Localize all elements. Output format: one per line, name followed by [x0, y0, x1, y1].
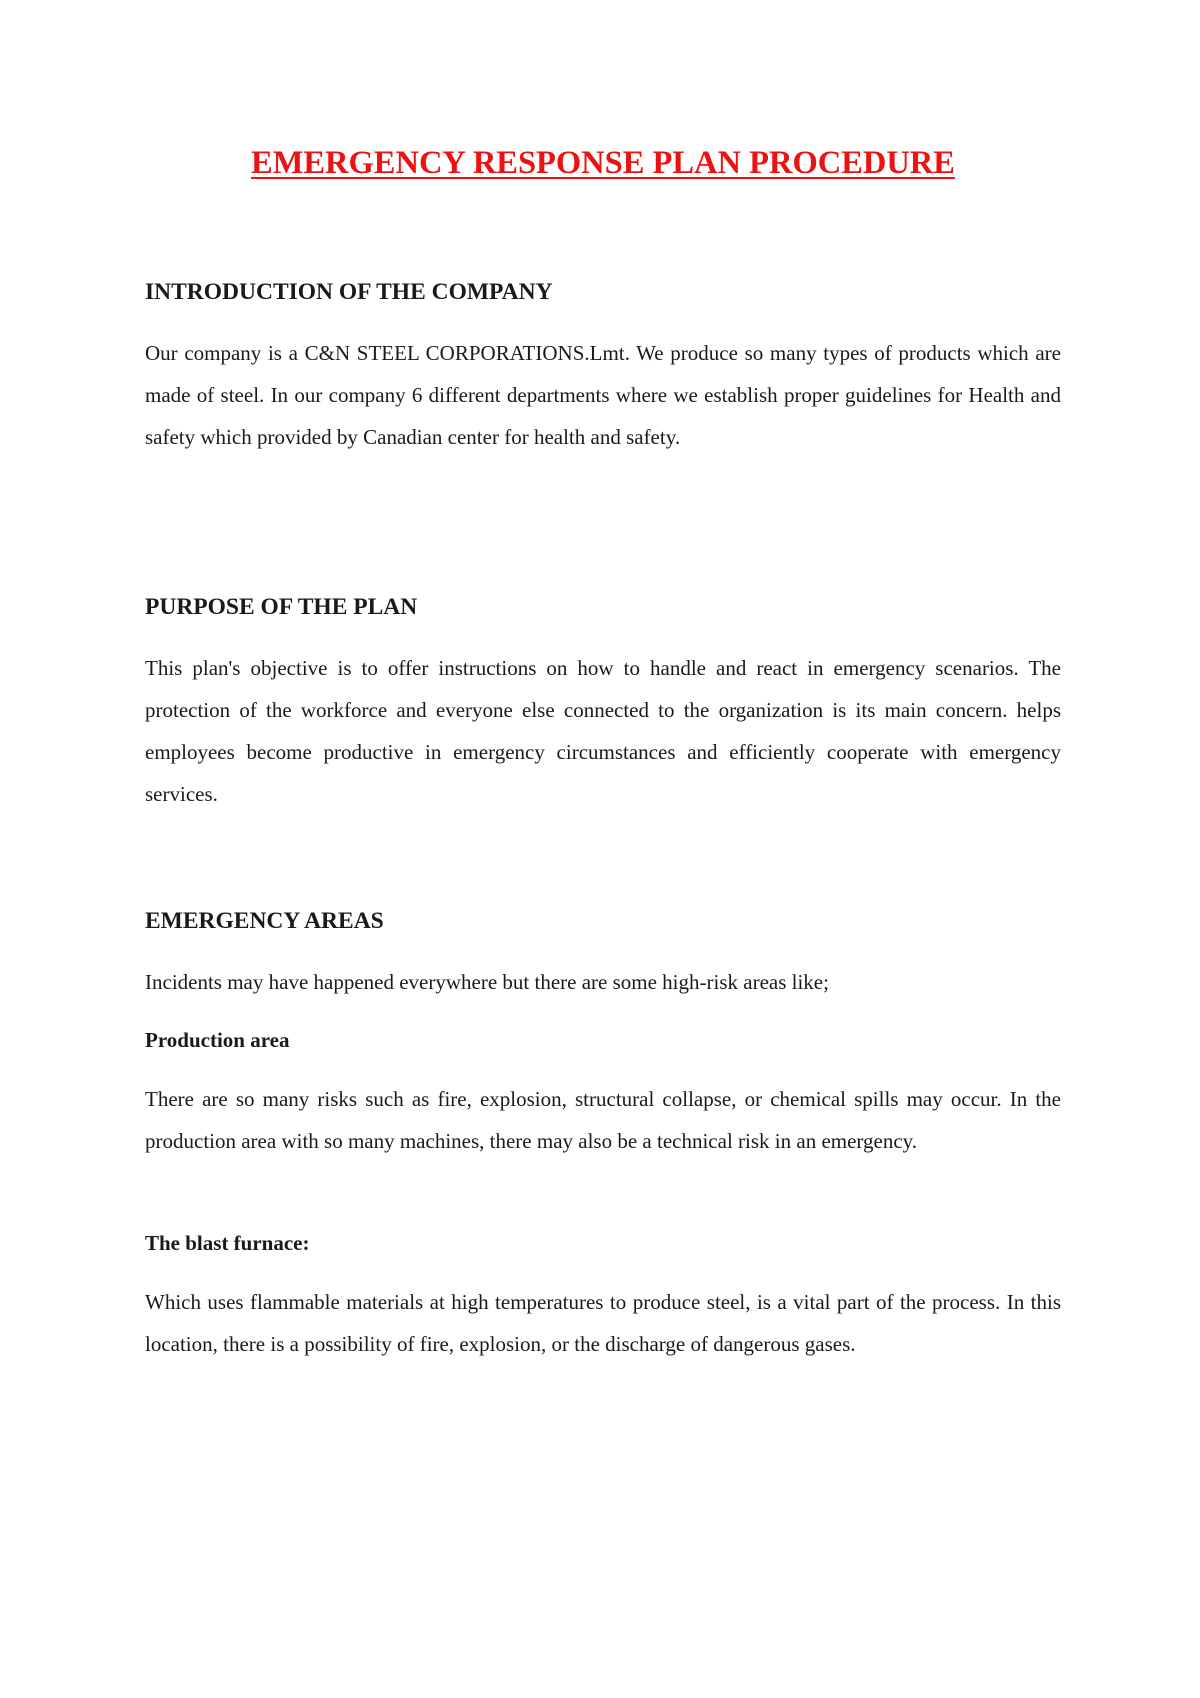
section-heading-purpose: PURPOSE OF THE PLAN — [145, 594, 418, 620]
area-heading-blast-furnace: The blast furnace: — [145, 1231, 310, 1255]
area-heading-production: Production area — [145, 1028, 290, 1052]
document-title: EMERGENCY RESPONSE PLAN PROCEDURE — [251, 145, 955, 181]
blast-furnace-paragraph: Which uses flammable materials at high temperatures to produce steel, is a vital part of the process. In this location, there is a possibility of fire, explosion, or the discharge of dangerous gases. — [145, 1290, 1061, 1356]
section-heading-introduction: INTRODUCTION OF THE COMPANY — [145, 279, 553, 305]
section-heading-emergency-areas: EMERGENCY AREAS — [145, 908, 384, 934]
purpose-paragraph: This plan's objective is to offer instructions on how to handle and react in emergency scenarios. The protection of the workforce and everyone else connected to the organization is its main concern. helps employees become productive in emergency circumstances and efficiently cooperate with emergency services. — [145, 656, 1061, 806]
production-area-paragraph: There are so many risks such as fire, explosion, structural collapse, or chemical spills may occur. In the production area with so many machines, there may also be a technical risk in an emergency. — [145, 1087, 1061, 1153]
introduction-paragraph: Our company is a C&N STEEL CORPORATIONS.Lmt. We produce so many types of products which are made of steel. In our company 6 different departments where we establish proper guidelines for Health and safety which provided by Canadian center for health and safety. — [145, 341, 1061, 449]
emergency-areas-intro: Incidents may have happened everywhere but there are some high-risk areas like; — [145, 970, 829, 994]
